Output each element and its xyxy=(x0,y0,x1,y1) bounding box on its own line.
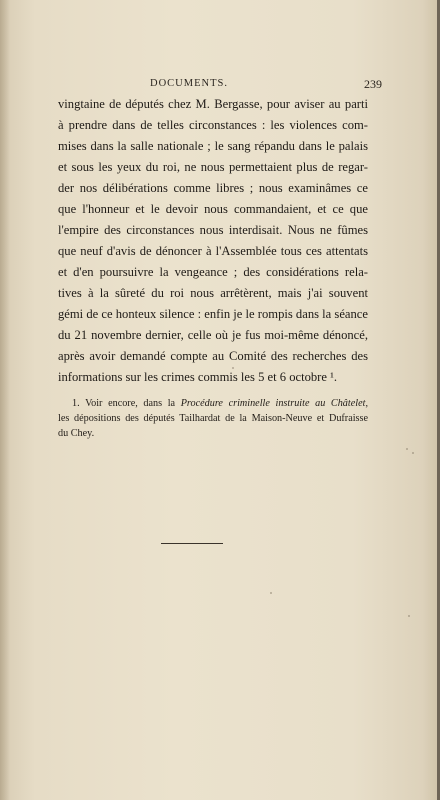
body-line: vingtaine de députés chez M. Bergasse, pour aviser au parti xyxy=(58,97,368,111)
body-line: informations sur les crimes commis les 5 et 6 octobre ¹. xyxy=(58,370,338,384)
page-number: 239 xyxy=(364,77,382,91)
body-line: der nos délibérations comme libres ; nous examinâmes ce xyxy=(58,181,368,195)
body-line: tives à la sûreté du roi nous arrêtèrent, mais j'ai souvent xyxy=(58,286,368,300)
footnote xyxy=(58,396,368,441)
end-rule xyxy=(161,543,223,544)
body-line: gémi de ce honteux silence : enfin je le rompis dans la séance xyxy=(58,307,368,321)
body-line: après avoir demandé compte au Comité des recherches des xyxy=(58,349,368,363)
running-head xyxy=(150,78,382,92)
body-line: à prendre dans de telles circonstances : les violences com- xyxy=(58,118,368,132)
footnote-italic-title: Procédure criminelle instruite au Châtelet, xyxy=(180,398,368,409)
body-line: que l'honneur et le devoir nous commandaient, et ce que xyxy=(58,202,368,216)
paper-speck xyxy=(408,615,410,617)
paper-speck xyxy=(270,592,272,594)
paper-speck xyxy=(406,448,408,450)
footnote-line: les dépositions des députés Tailhardat de la Maison-Neuve et Dufraisse xyxy=(58,413,368,424)
footnote-line xyxy=(58,396,368,411)
paper-speck xyxy=(412,452,414,454)
footnote-text: 1. Voir encore, dans la xyxy=(72,398,181,409)
footnote-line: du Chey. xyxy=(58,428,95,439)
body-line: l'empire des circonstances nous interdisait. Nous ne fûmes xyxy=(58,223,368,237)
body-line: mises dans la salle nationale ; le sang répandu dans le palais xyxy=(58,139,368,153)
body-line: et d'en poursuivre la vengeance ; des considérations rela- xyxy=(58,265,368,279)
running-title: DOCUMENTS. xyxy=(150,78,228,89)
body-line: et sous les yeux du roi, ne nous permettaient plus de regar- xyxy=(58,160,368,174)
body-line: du 21 novembre dernier, celle où je fus moi-même dénoncé, xyxy=(58,328,368,342)
paper-speck xyxy=(232,367,234,369)
body-line: que neuf d'avis de dénoncer à l'Assemblée tous ces attentats xyxy=(58,244,368,258)
body-text xyxy=(58,94,368,388)
